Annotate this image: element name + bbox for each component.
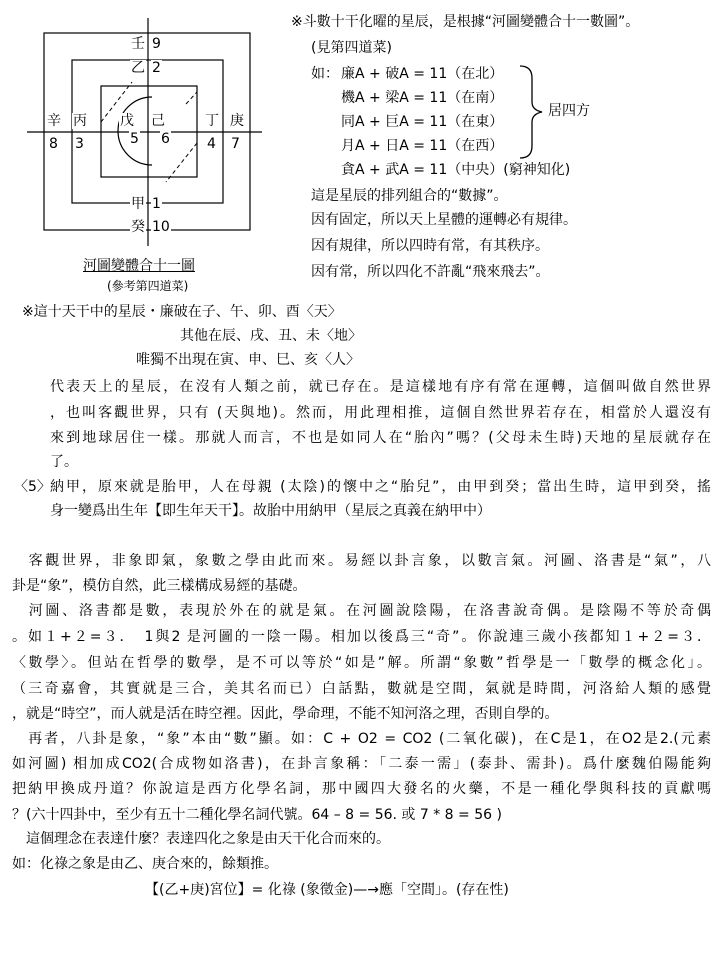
note1-line: 因有規律，所以四時有常，有其秩序。 [311, 238, 549, 254]
para2-line: （三奇嘉會，其實就是三合，美其名而已）白話點，數就是空間，氣就是時間，河洛給人類的感覺 [12, 681, 711, 697]
diagram-label-ren: 壬 [131, 36, 145, 52]
para2-line: 這個理念在表達什麼？表達四化之象是由天干化合而來的。 [12, 831, 390, 847]
diagram-number-5: 5 [130, 131, 139, 147]
diagram-number-8: 8 [49, 136, 58, 152]
para2-line: 〈數學〉。但站在哲學的數學，是不可以等於“如是”解。所謂“象數”哲學是一「數學的概念化」。 [12, 655, 711, 671]
para1-line: 來到地球居住一樣。那就人而言，不也是如同人在“胎內”嗎？(父母未生時)天地的星辰就存在 [50, 430, 711, 446]
item5-label: 〈5〉 [14, 479, 51, 495]
para2-line: 再者，八卦是象，“象”本由“數”顯。如：C + O2 = CO2 (二氧化碳)，在C是1，在O2是2.(元素 [12, 731, 711, 747]
item5-line: 身一變爲出生年【即生年天干】。故胎中用納甲（星辰之真義在納甲中） [50, 503, 491, 519]
note1-eq-prefix: 如： [311, 66, 339, 82]
note1-ref: (見第四道菜) [311, 40, 392, 56]
para2-formula: 【(乙+庚)宮位】= 化祿 (象徵金)—→應「空間」。(存在性) [145, 882, 509, 898]
diagram-label-ding: 丁 [205, 113, 219, 129]
equation-line: 月A + 日A = 11（在西） [341, 138, 504, 154]
diagram-caption: 河圖變體合十一圖 [83, 258, 195, 274]
equation-line: 廉A + 破A = 11（在北） [341, 66, 504, 82]
diagram-subcaption: (參考第四道菜) [107, 279, 189, 293]
note2-line: ※這十天干中的星辰・廉破在子、午、卯、酉〈天〉 [22, 304, 342, 320]
para2-example: 如：化祿之象是由乙、庚合來的，餘類推。 [12, 856, 278, 872]
note1-line: 因有常，所以四化不許亂“飛來飛去”。 [311, 264, 550, 280]
diagram-number-1: 1 [152, 196, 161, 212]
diagram-label-xin: 辛 [47, 113, 61, 129]
diagram-number-7: 7 [231, 136, 240, 152]
para2-line: 把納甲換成丹道？你說這是西方化學名詞，那中國四大發名的火藥，不是一種化學與科技的貢獻嗎 [12, 781, 711, 797]
para2-line: 客觀世界，非象即氣，象數之學由此而來。易經以卦言象，以數言氣。河圖、洛書是“氣”，八 [12, 553, 711, 569]
diagram-label-ji: 己 [151, 113, 165, 129]
para2-line: 。如１+２=３． 1與2 是河圖的一陰一陽。相加以後爲三“奇”。你說連三歲小孩都知１+２=３． [12, 629, 711, 645]
dashed-link-se [166, 143, 197, 182]
para2-line: ，就是“時空”，而人就是活在時空裡。因此，學命理，不能不知河洛之理，否則自學的。 [12, 706, 559, 722]
diagram-label-jia: 甲 [131, 196, 145, 212]
para1-line: ，也叫客觀世界，只有 (天與地)。然而，用此理相推，這個自然世界若存在，相當於人還沒有 [50, 405, 711, 421]
diagram-label-bing: 丙 [73, 113, 87, 129]
para1-line: 了。 [50, 454, 78, 470]
diagram-number-3: 3 [75, 136, 84, 152]
para2-line: ？(六十四卦中，至少有五十二種化學名詞代號。64 – 8 = 56. 或 7 * 8 = 56 ) [12, 807, 502, 823]
item5-line: 納甲，原來就是胎甲，人在母親 (太陰)的懷中之“胎兒”，由甲到癸；當出生時，這甲到癸，搖 [50, 479, 711, 495]
para2-line: 河圖、洛書都是數，表現於外在的就是氣。在河圖說陰陽，在洛書說奇偶。是陰陽不等於奇偶 [12, 603, 711, 619]
equation-line: 貪A + 武A = 11（中央）(窮神知化) [341, 162, 571, 178]
diagram-number-10: 10 [152, 219, 170, 235]
diagram-number-2: 2 [152, 60, 161, 76]
equation-line: 機A + 梁A = 11（在南） [341, 90, 504, 106]
para1-line: 代表天上的星辰，在沒有人類之前，就已存在。是這樣地有序有常在運轉，這個叫做自然世界 [50, 379, 711, 395]
equation-line: 同A + 巨A = 11（在東） [341, 114, 504, 130]
para2-line: 如河圖) 相加成CO2(合成物如洛書)，在卦言象稱：「二泰一需」(泰卦、需卦)。爲什麼魏伯陽能夠 [12, 756, 711, 772]
note1-title: ※斗數十干化曜的星辰，是根據“河圖變體合十一數圖”。 [291, 14, 640, 30]
dashed-link-ne [186, 92, 197, 104]
note2-line: 其他在辰、戌、丑、未〈地〉 [180, 328, 362, 344]
diagram-number-6: 6 [161, 131, 170, 147]
diagram-number-9: 9 [152, 36, 161, 52]
diagram-label-wu: 戊 [120, 113, 134, 129]
note1-line: 這是星辰的排列組合的“數據”。 [311, 188, 508, 204]
brace-label: 居四方 [548, 103, 590, 119]
note2-line: 唯獨不出現在寅、申、巳、亥〈人〉 [136, 352, 360, 368]
para2-line: 卦是“象”，模仿自然，此三樣構成易經的基礎。 [12, 578, 307, 594]
diagram-label-geng: 庚 [230, 113, 244, 129]
diagram-label-yi: 乙 [131, 60, 145, 76]
diagram-label-gui: 癸 [131, 219, 145, 235]
diagram-number-4: 4 [207, 136, 216, 152]
note1-line: 因有固定，所以天上星體的運轉必有規律。 [311, 212, 577, 228]
